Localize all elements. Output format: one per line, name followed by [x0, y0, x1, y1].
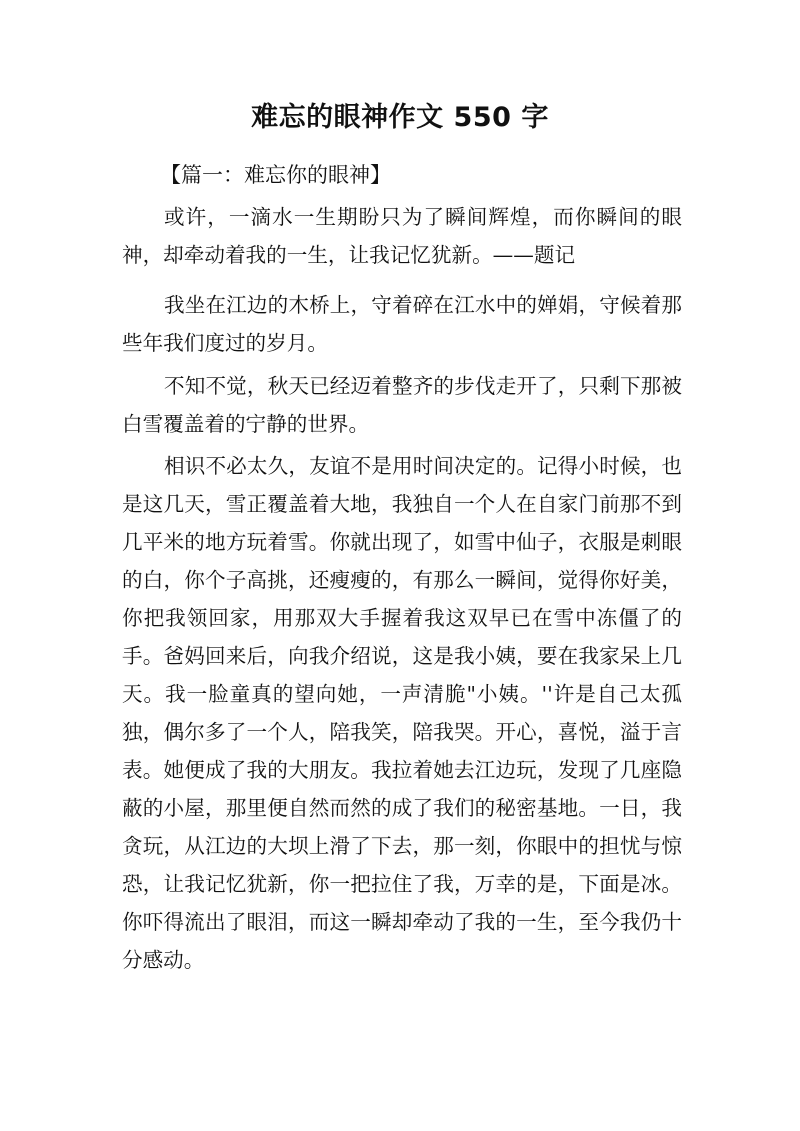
- paragraph-story: 相识不必太久，友谊不是用时间决定的。记得小时候，也是这几天，雪正覆盖着大地，我独自一个人在自家门前那不到几平米的地方玩着雪。你就出现了，如雪中仙子，衣服是刺眼的白，你个子高挑，还瘦瘦的，有那么一瞬间，觉得你好美，你把我领回家，用那双大手握着我这双早已在雪中冻僵了的手。爸妈回来后，向我介绍说，这是我小姨，要在我家呆上几天。我一脸童真的望向她，一声清脆"小姨。''许是自己太孤独，偶尔多了一个人，陪我笑，陪我哭。开心，喜悦，溢于言表。她便成了我的大朋友。我拉着她去江边玩，发现了几座隐蔽的小屋，那里便自然而然的成了我们的秘密基地。一日，我贪玩，从江边的大坝上滑了下去，那一刻，你眼中的担忧与惊恐，让我记忆犹新，你一把拉住了我，万幸的是，下面是冰。你吓得流出了眼泪，而这一瞬却牵动了我的一生，至今我仍十分感动。: [122, 454, 682, 972]
- paragraph-bridge: 我坐在江边的木桥上，守着碎在江水中的婵娟，守候着那些年我们度过的岁月。: [122, 293, 682, 355]
- paragraph-epigraph: 或许，一滴水一生期盼只为了瞬间辉煌，而你瞬间的眼神，却牵动着我的一生，让我记忆犹新。——题记: [122, 205, 682, 267]
- section-heading: 【篇一：难忘你的眼神】: [160, 163, 391, 187]
- document-title: 难忘的眼神作文 550 字: [251, 102, 549, 133]
- paragraph-autumn: 不知不觉，秋天已经迈着整齐的步伐走开了，只剩下那被白雪覆盖着的宁静的世界。: [122, 374, 682, 436]
